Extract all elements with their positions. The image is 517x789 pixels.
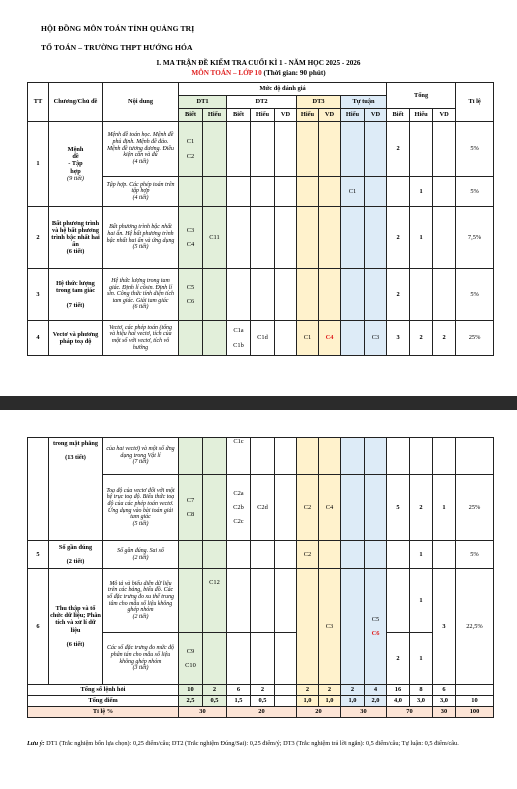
cell-dt3-hieu: C1 (297, 321, 319, 356)
row-noidung: Các số đặc trưng đo mức độ phân tán cho mẫu số liệu không ghép nhóm (3 tiết) (103, 633, 179, 685)
tong-vd: VD (433, 109, 456, 122)
row-noidung: của hai vectơ) và một số ứng dụng trong Vật lí (7 tiết) (103, 438, 179, 475)
cell-dt1-biet: C1 C2 (179, 122, 203, 177)
cell-tutuan-vd: C3 (365, 321, 387, 356)
cell-dt1-biet: C7 C8 (179, 475, 203, 541)
col-tong: Tổng (387, 83, 456, 109)
dt3-vd: VD (319, 109, 341, 122)
matrix-table-part-1 (27, 82, 494, 356)
time-label: (Thời gian: 90 phút) (261, 69, 326, 77)
row-chuong: Bất phương trình và hệ bất phương trình bậc nhất hai ẩn (6 tiết) (49, 207, 103, 269)
row-noidung: Bất phương trình bậc nhất hai ẩn. Hệ bất phương trình bậc nhất hai ẩn và ứng dụng (5 tiết) (103, 207, 179, 269)
dt2-biet: Biết (227, 109, 251, 122)
row-chuong: trong mặt phẳng (13 tiết) (49, 438, 103, 541)
dt1-hieu: Hiểu (203, 109, 227, 122)
dt3-hieu: Hiểu (297, 109, 319, 122)
table-row: Các số đặc trưng đo mức độ phân tán cho mẫu số liệu không ghép nhóm (3 tiết) C9 C10 2 1 (28, 633, 494, 685)
dt1-biet: Biết (179, 109, 203, 122)
matrix-title: I. MA TRẬN ĐỀ KIỂM TRA CUỐI KÌ 1 - NĂM HỌC 2025 - 2026 (156, 59, 361, 67)
tong-hieu: Hiểu (410, 109, 433, 122)
table-row: Toạ độ của vectơ đối với một hệ trục toạ độ. Biểu thức toạ độ của các phép toán vectơ. Ứng dụng vào bài toán giải tam giác (5 tiết) C7 C8 C2a C2b C2c C2d C2 C4 5 2 1 25% (28, 475, 494, 541)
totals-points-row: Tổng điểm 2,5 0,5 1,5 0,5 1,0 1,0 1,0 2,0 4,0 3,0 3,0 10 (28, 696, 494, 707)
cell-dt3-vd: C4 (319, 321, 341, 356)
row-chuong: Hệ thức lượng trong tam giác (7 tiết) (49, 269, 103, 321)
col-dt1: DT1 (179, 96, 227, 109)
row-tt: 3 (28, 269, 49, 321)
cell-dt1-biet: C5 C6 (179, 269, 203, 321)
tong-biet: Biết (387, 109, 410, 122)
subject-label: MÔN TOÁN – LỚP 10 (191, 69, 262, 77)
row-chuong: Mệnh đề - Tập hợp (9 tiết) (49, 122, 103, 207)
cell-dt3-vd: C3 (319, 569, 341, 685)
cell-dt2-hieu: C1d (251, 321, 275, 356)
table-row: 2 Bất phương trình và hệ bất phương trình bậc nhất hai ẩn (6 tiết) Bất phương trình bậc nhất hai ẩn. Hệ bất phương trình bậc nhất hai ẩn và ứng dụng (5 tiết) C3 C4 C11 2 1 7,5% (28, 207, 494, 269)
org-line-1: HỘI ĐỒNG MÔN TOÁN TỈNH QUẢNG TRỊ (41, 24, 195, 33)
table-row: 4 Vectơ và phương pháp toạ độ Vectơ, các phép toán (tổng và hiệu hai vectơ, tích của một số với vectơ, tích vô hướng C1a C1b C1d C1 C4 C3 3 2 2 25% (28, 321, 494, 356)
row-chuong: Vectơ và phương pháp toạ độ (49, 321, 103, 356)
cell-tong-hieu: 1 (410, 177, 433, 207)
cell-dt2-biet: C2a C2b C2c (227, 475, 251, 541)
table-row (28, 122, 494, 177)
tutuan-hieu: Hiểu (341, 109, 365, 122)
matrix-subtitle (0, 69, 517, 77)
table-row: 3 Hệ thức lượng trong tam giác (7 tiết) Hệ thức lượng trong tam giác. Định lí côsin. Định lí sin. Công thức tính diện tích tam giác. Giải tam giác (6 tiết) C5 C6 2 5% (28, 269, 494, 321)
row-noidung: Tập hợp. Các phép toán trên tập hợp (4 tiết) (103, 177, 179, 207)
cell-dt1-hieu: C12 (203, 569, 227, 633)
table-row: 5 Số gần đúng (2 tiết) Số gần đúng. Sai số (2 tiết) C2 1 5% (28, 541, 494, 569)
page-separator (0, 396, 517, 410)
row-tt: 1 (28, 122, 49, 207)
cell-dt1-biet: C3 C4 (179, 207, 203, 269)
cell-dt2-biet: C1a C1b (227, 321, 251, 356)
cell-tile: 5% (456, 177, 494, 207)
cell-dt1-hieu: C11 (203, 207, 227, 269)
col-tile: Tỉ lệ (456, 83, 494, 122)
row-noidung: Hệ thức lượng trong tam giác. Định lí côsin. Định lí sin. Công thức tính diện tích tam giác. Giải tam giác (6 tiết) (103, 269, 179, 321)
table-row: 6 Thu thập và tổ chức dữ liệu; Phân tích và xử lí dữ liệu (6 tiết) Mô tả và biểu diễn dữ liệu trên các bảng, biểu đồ. Các số đặc trưng đo xu thế trung tâm cho mẫu số liệu không ghép nhóm (2 tiết) C12 C3 C5 C6 1 3 22,5% (28, 569, 494, 633)
dt2-hieu: Hiểu (251, 109, 275, 122)
table-row (28, 438, 494, 475)
row-tt: 6 (28, 569, 49, 685)
col-chuong: Chương/Chủ đề (49, 83, 103, 122)
cell-dt1-biet: C9 C10 (179, 633, 203, 685)
row-noidung: Số gần đúng. Sai số (2 tiết) (103, 541, 179, 569)
cell-tutuan-hieu: C1 (341, 177, 365, 207)
row-noidung: Vectơ, các phép toán (tổng và hiệu hai vectơ, tích của một số với vectơ, tích vô hướng (103, 321, 179, 356)
cell-tile: 5% (456, 122, 494, 177)
col-noidung: Nội dung (103, 83, 179, 122)
row-tt: 5 (28, 541, 49, 569)
totals-percent-row: Tỉ lệ % 30 20 20 30 70 30 100 (28, 707, 494, 718)
row-tt: 4 (28, 321, 49, 356)
dt2-vd: VD (275, 109, 297, 122)
row-noidung: Mệnh đề toán học. Mệnh đề phủ định. Mệnh đề đảo. Mệnh đề tương đương. Điều kiện cần và đủ (4 tiết) (103, 122, 179, 177)
row-tt: 2 (28, 207, 49, 269)
row-noidung: Toạ độ của vectơ đối với một hệ trục toạ độ. Biểu thức toạ độ của các phép toán vectơ. Ứng dụng vào bài toán giải tam giác (5 tiết) (103, 475, 179, 541)
row-chuong: Số gần đúng (2 tiết) (49, 541, 103, 569)
col-mucdo: Mức độ đánh giá (179, 83, 387, 96)
footnote: Lưu ý: DT1 (Trắc nghiệm bốn lựa chọn): 0,25 điểm/câu; DT2 (Trắc nghiệm Đúng/Sai): 0,25 điểm/ý; DT3 (Trắc nghiệm trả lời ngắn): 0,5 điểm/câu; Tự luận: 0,5 điểm/câu. (27, 740, 459, 747)
col-dt3: DT3 (297, 96, 341, 109)
cell-tutuan-vd: C5 C6 (365, 569, 387, 685)
cell-dt2-biet: C1c (227, 438, 251, 475)
org-line-2: TỔ TOÁN – TRƯỜNG THPT HƯỚNG HÓA (41, 43, 193, 52)
row-noidung: Mô tả và biểu diễn dữ liệu trên các bảng, biểu đồ. Các số đặc trưng đo xu thế trung tâm cho mẫu số liệu không ghép nhóm (2 tiết) (103, 569, 179, 633)
tutuan-vd: VD (365, 109, 387, 122)
cell-tong-biet: 2 (387, 122, 410, 177)
matrix-table-part-2 (27, 437, 494, 718)
col-tt: TT (28, 83, 49, 122)
col-tutuan: Tự tuận (341, 96, 387, 109)
cell-dt2-hieu: C2d (251, 475, 275, 541)
col-dt2: DT2 (227, 96, 297, 109)
row-chuong: Thu thập và tổ chức dữ liệu; Phân tích và xử lí dữ liệu (6 tiết) (49, 569, 103, 685)
page-2 (0, 410, 517, 789)
totals-questions-row: Tổng số lệnh hỏi 10 2 6 2 2 2 2 4 16 8 6 (28, 685, 494, 696)
